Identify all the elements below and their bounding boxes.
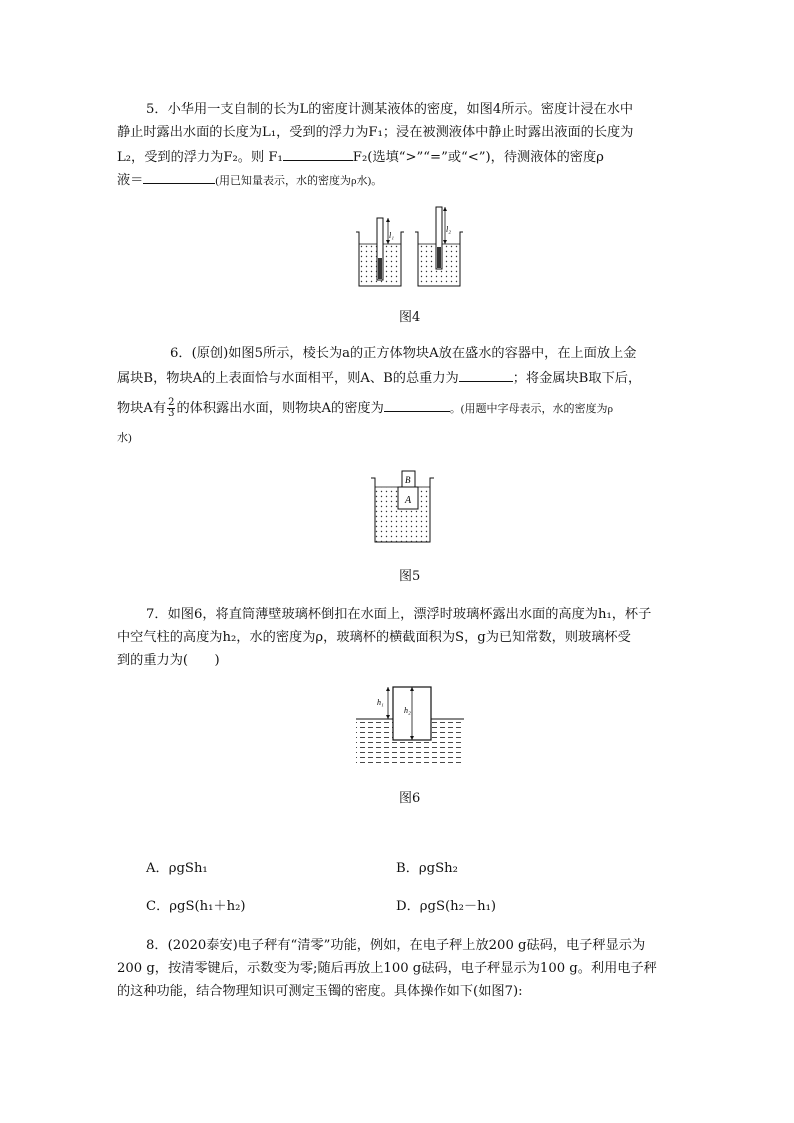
q6-line-1: 6．(原创)如图5所示，棱长为a的正方体物块A放在盛水的容器中，在上面放上金 — [170, 346, 637, 361]
fig5-label-a: A — [405, 495, 412, 506]
q7-option-d[interactable]: D．ρgS(h₂－h₁) — [396, 899, 497, 914]
q6-line-3-mid: 的体积露出水面，则物块A的密度为 — [176, 401, 384, 416]
figure-6-caption: 图6 — [399, 791, 421, 806]
q5-line-1: 5．小华用一支自制的长为L的密度计测某液体的密度，如图4所示。密度计浸在水中 — [146, 102, 634, 117]
q8-line-2: 200 g，按清零键后，示数变为零;随后再放上100 g砝码，电子秤显示为100 g。利用电子秤 — [117, 961, 657, 976]
fig6-label-h1: h₁ — [377, 698, 384, 707]
q7-line-3: 到的重力为( ) — [117, 653, 220, 668]
q7-line-1: 7．如图6，将直筒薄壁玻璃杯倒扣在水面上，漂浮时玻璃杯露出水面的高度为h₁，杯子 — [146, 607, 652, 622]
q6-line-3-end: 。(用题中字母表示，水的密度为ρ — [449, 403, 613, 415]
fig4-label-l2: l₂ — [446, 225, 452, 234]
fig4-label-l1: l₁ — [389, 231, 395, 240]
fraction-denominator: 3 — [168, 408, 175, 419]
q5-line-2: 静止时露出水面的长度为L₁，受到的浮力为F₁；浸在被测液体中静止时露出液面的长度为 — [117, 125, 634, 140]
q5-line-3-end: F₂(选填“>”“=”或“<”)，待测液体的密度ρ — [352, 150, 604, 165]
fig5-label-b: B — [405, 475, 411, 485]
figure-4-caption: 图4 — [399, 310, 421, 325]
q8-line-3: 的这种功能，结合物理知识可测定玉镯的密度。具体操作如下(如图7): — [117, 984, 523, 999]
q7-option-a[interactable]: A．ρgSh₁ — [146, 861, 208, 876]
q6-line-3-start: 物块A有 — [117, 401, 167, 416]
figure-5-caption: 图5 — [399, 569, 421, 584]
q7-option-c[interactable]: C．ρgS(h₁＋h₂) — [146, 899, 246, 914]
q6-line-2-start: 属块B，物块A的上表面恰与水面相平，则A、B的总重力为 — [117, 371, 459, 386]
q5-line-3-start: L₂，受到的浮力为F₂。则 F₁ — [117, 150, 283, 165]
fig6-label-h2: h₂ — [404, 706, 411, 715]
q8-line-1: 8．(2020泰安)电子秤有“清零”功能，例如，在电子秤上放200 g砝码，电子秤显示为 — [146, 938, 646, 953]
q6-line-2-end: ；将金属块B取下后， — [512, 371, 642, 386]
q7-option-b[interactable]: B．ρgSh₂ — [396, 861, 458, 876]
q6-line-4: 水) — [117, 432, 132, 444]
fraction-numerator: 2 — [168, 397, 175, 408]
q7-line-2: 中空气柱的高度为h₂，水的密度为ρ，玻璃杯的横截面积为S，g为已知常数，则玻璃杯受 — [117, 630, 631, 645]
q5-line-4-end: (用已知量表示，水的密度为ρ水)。 — [215, 175, 383, 187]
q5-line-4-start: 液＝ — [117, 173, 144, 188]
